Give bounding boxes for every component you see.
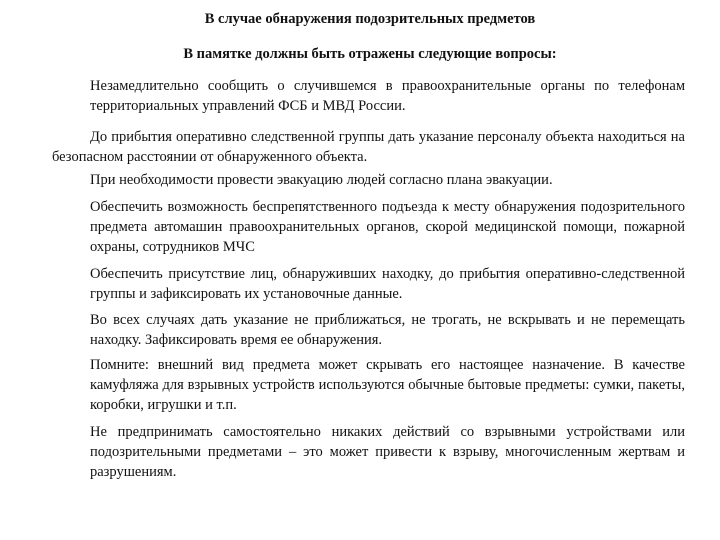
document-subtitle: В памятке должны быть отражены следующие вопросы: xyxy=(183,46,557,62)
paragraph-keep-safe-distance: До прибытия оперативно следственной группы дать указание персоналу объекта находиться на безопасном расстоянии от обнаруженного объекта. xyxy=(52,129,685,165)
paragraph-ensure-witnesses: Обеспечить присутствие лиц, обнаруживших находку, до прибытия оперативно-следственной группы и зафиксировать их установочные данные. xyxy=(90,266,685,302)
paragraph-remember-camouflage: Помните: внешний вид предмета может скрывать его настоящее назначение. В качестве камуфляжа для взрывных устройств используются обычные бытовые предметы: сумки, пакеты, коробки, игрушки и т.п. xyxy=(90,357,685,413)
paragraph-no-independent-action: Не предпринимать самостоятельно никаких действий со взрывными устройствами или подозрительными предметами – это может привести к взрыву, многочисленным жертвам и разрушениям. xyxy=(90,424,685,480)
paragraph-report-to-authorities: Незамедлительно сообщить о случившемся в правоохранительные органы по телефонам территориальных управлений ФСБ и МВД России. xyxy=(90,78,685,114)
paragraph-ensure-access: Обеспечить возможность беспрепятственного подъезда к месту обнаружения подозрительного предмета автомашин правоохранительных органов, скорой медицинской помощи, пожарной охраны, сотрудников МЧС xyxy=(90,199,685,255)
paragraph-do-not-touch: Во всех случаях дать указание не приближаться, не трогать, не вскрывать и не перемещать находку. Зафиксировать время ее обнаружения. xyxy=(90,312,685,348)
paragraph-evacuation: При необходимости провести эвакуацию людей согласно плана эвакуации. xyxy=(90,172,553,188)
document-title: В случае обнаружения подозрительных предметов xyxy=(204,11,536,27)
